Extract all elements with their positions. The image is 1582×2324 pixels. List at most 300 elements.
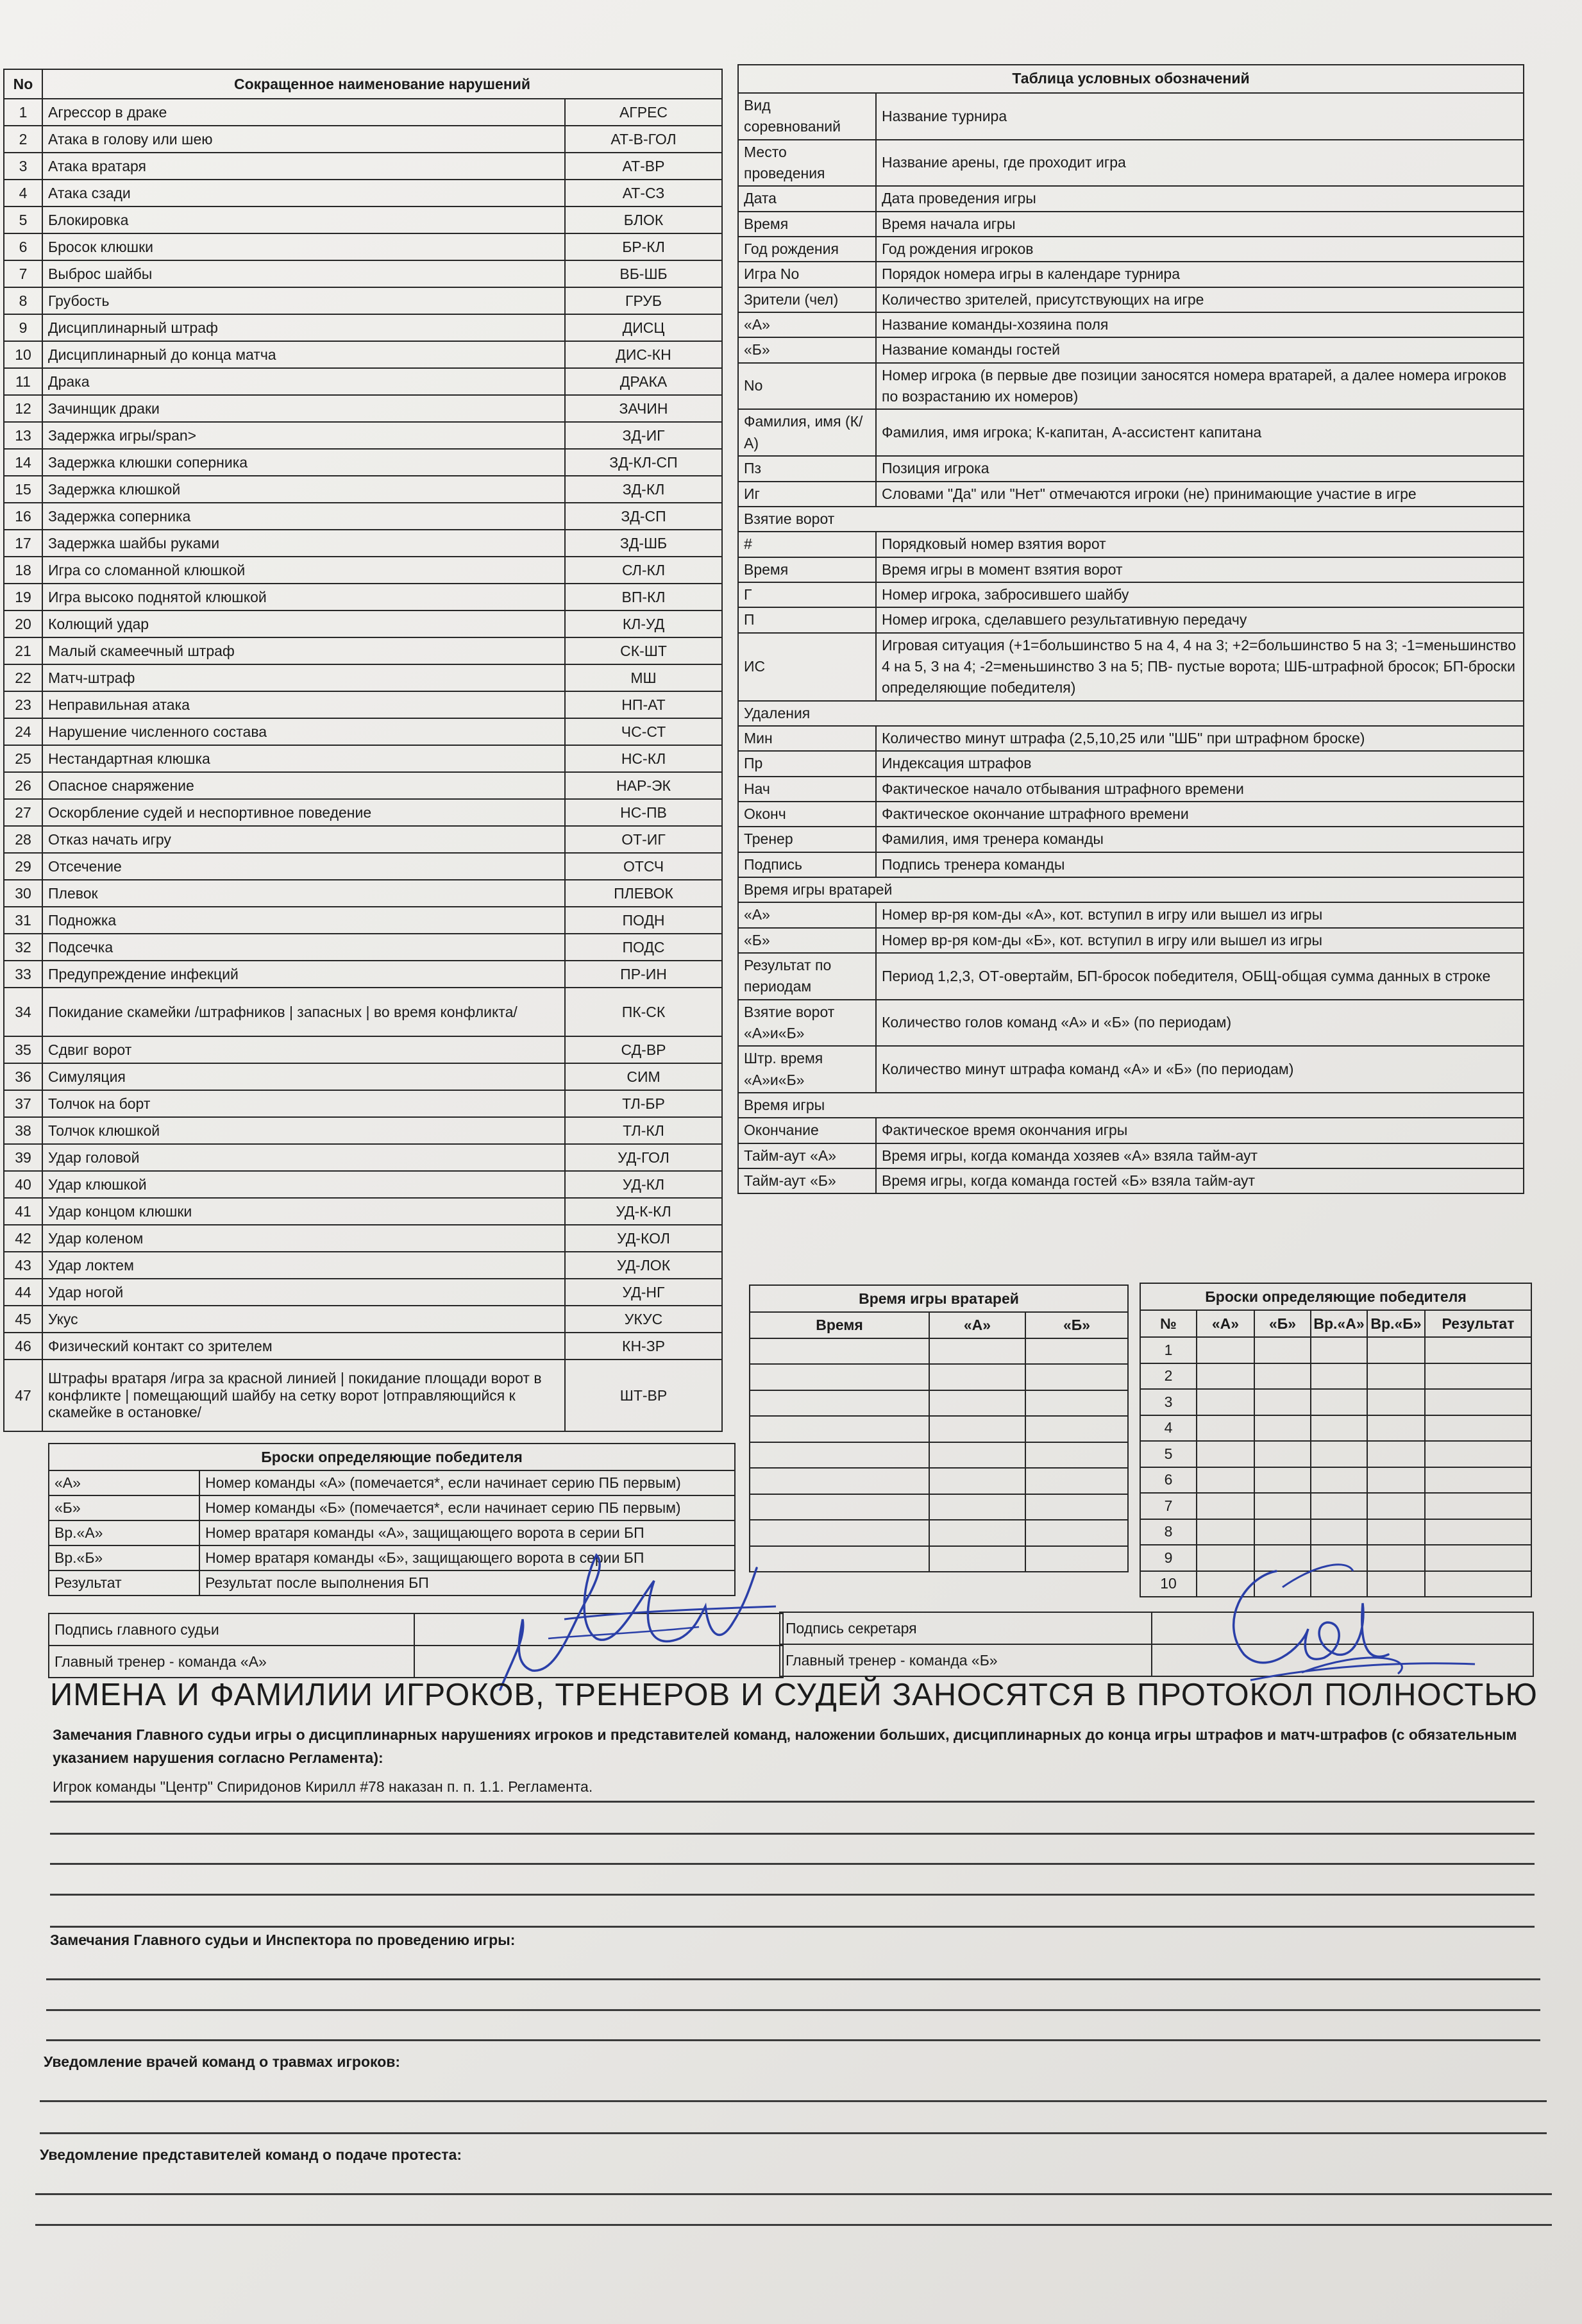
shootout-row — [1140, 1337, 1531, 1363]
violation-row — [4, 1117, 722, 1144]
violation-code: ДИСЦ — [565, 314, 722, 341]
violation-code: ЧС-СТ — [565, 718, 722, 745]
shootout-cell[interactable] — [1197, 1467, 1254, 1494]
shootout-cell[interactable] — [1367, 1415, 1425, 1442]
goalie-time-cell[interactable] — [1025, 1338, 1128, 1365]
head-referee-signature-label: Подпись главного судьи — [49, 1613, 414, 1646]
violation-row — [4, 422, 722, 449]
goalie-time-cell[interactable] — [929, 1364, 1025, 1390]
goalie-time-cell[interactable] — [929, 1390, 1025, 1417]
legend-row — [738, 557, 1524, 582]
violation-row — [4, 853, 722, 880]
shootout-legend-key: Вр.«А» — [49, 1520, 199, 1545]
violation-row — [4, 1252, 722, 1279]
violation-number: 25 — [4, 745, 42, 772]
violation-name: Подсечка — [42, 934, 565, 961]
legend-value: Порядковый номер взятия ворот — [876, 532, 1524, 557]
shootout-row — [1140, 1519, 1531, 1545]
shootout-number: 2 — [1140, 1363, 1197, 1390]
notice-word: И — [176, 1678, 200, 1712]
violation-row — [4, 961, 722, 988]
violation-number: 13 — [4, 422, 42, 449]
violation-code: ПОДС — [565, 934, 722, 961]
goalie-time-cell[interactable] — [1025, 1494, 1128, 1520]
violation-name: Зачинщик драки — [42, 395, 565, 422]
legend-key: # — [738, 532, 876, 557]
violation-code: ШТ-ВР — [565, 1360, 722, 1431]
violation-row — [4, 1144, 722, 1171]
violation-number: 11 — [4, 368, 42, 395]
violation-code: СИМ — [565, 1063, 722, 1090]
rule-line — [50, 1894, 1535, 1896]
legend-row — [738, 902, 1524, 927]
violation-name: Задержка игры/span> — [42, 422, 565, 449]
shootout-cell[interactable] — [1197, 1493, 1254, 1519]
goalie-time-row — [750, 1338, 1128, 1365]
goalie-time-row — [750, 1390, 1128, 1417]
legend-key: «Б» — [738, 928, 876, 953]
violation-name: Удар головой — [42, 1144, 565, 1171]
legend-key: Дата — [738, 186, 876, 211]
legend-value: Количество голов команд «А» и «Б» (по периодам) — [876, 1000, 1524, 1047]
goalie-time-cell[interactable] — [1025, 1416, 1128, 1442]
violation-number: 20 — [4, 610, 42, 637]
violation-row — [4, 287, 722, 314]
goalie-time-col-header: «Б» — [1025, 1312, 1128, 1338]
shootout-number: 1 — [1140, 1337, 1197, 1363]
violation-number: 37 — [4, 1090, 42, 1117]
violation-number: 21 — [4, 637, 42, 664]
legend-row — [738, 507, 1524, 532]
legend-key: Год рождения — [738, 237, 876, 262]
shootout-cell[interactable] — [1311, 1493, 1367, 1519]
violation-code: ГРУБ — [565, 287, 722, 314]
violation-name: Плевок — [42, 880, 565, 907]
goalie-time-cell[interactable] — [1025, 1442, 1128, 1469]
shootout-number: 9 — [1140, 1545, 1197, 1571]
violation-name: Укус — [42, 1306, 565, 1333]
legend-value: Номер вр-ря ком-ды «Б», кот. вступил в игру или вышел из игры — [876, 928, 1524, 953]
legend-row — [738, 1093, 1524, 1118]
legend-row — [738, 287, 1524, 312]
goalie-time-cell[interactable] — [750, 1416, 929, 1442]
violation-row — [4, 206, 722, 233]
notice-word: ПОЛНОСТЬЮ — [1324, 1678, 1538, 1712]
shootout-row — [1140, 1389, 1531, 1415]
legend-key: Время — [738, 557, 876, 582]
violation-number: 16 — [4, 503, 42, 530]
violation-row — [4, 476, 722, 503]
violation-code: ТЛ-КЛ — [565, 1117, 722, 1144]
goalie-time-row — [750, 1494, 1128, 1520]
violation-row — [4, 1063, 722, 1090]
violation-number: 10 — [4, 341, 42, 368]
rule-line — [46, 2039, 1540, 2041]
violation-code: НП-АТ — [565, 691, 722, 718]
legend-key: Фамилия, имя (К/А) — [738, 409, 876, 456]
violation-row — [4, 1198, 722, 1225]
violation-number: 14 — [4, 449, 42, 476]
violation-number: 23 — [4, 691, 42, 718]
shootout-row — [1140, 1467, 1531, 1494]
violation-code: УД-КОЛ — [565, 1225, 722, 1252]
violation-code: УД-ГОЛ — [565, 1144, 722, 1171]
violation-number: 9 — [4, 314, 42, 341]
violation-code: АГРЕС — [565, 99, 722, 126]
shootout-cell[interactable] — [1254, 1389, 1311, 1415]
secretary-signature — [1206, 1552, 1481, 1693]
legend-row — [738, 1168, 1524, 1193]
violation-name: Матч-штраф — [42, 664, 565, 691]
shootout-cell[interactable] — [1254, 1441, 1311, 1467]
violation-name: Игра высоко поднятой клюшкой — [42, 584, 565, 610]
goalie-time-cell[interactable] — [929, 1442, 1025, 1469]
legend-key: Нач — [738, 777, 876, 802]
violation-name: Дисциплинарный штраф — [42, 314, 565, 341]
violation-name: Колющий удар — [42, 610, 565, 637]
violation-name: Покидание скамейки /штрафников | запасных | во время конфликта/ — [42, 988, 565, 1036]
violation-name: Задержка шайбы руками — [42, 530, 565, 557]
shootout-cell[interactable] — [1367, 1467, 1425, 1494]
shootout-cell[interactable] — [1425, 1415, 1531, 1442]
violation-code: ВБ-ШБ — [565, 260, 722, 287]
violation-code: ОТ-ИГ — [565, 826, 722, 853]
legend-row — [738, 726, 1524, 751]
rule-line — [50, 1863, 1535, 1865]
violation-name: Толчок клюшкой — [42, 1117, 565, 1144]
violation-number: 26 — [4, 772, 42, 799]
goalie-time-cell[interactable] — [1025, 1390, 1128, 1417]
shootout-cell[interactable] — [1367, 1493, 1425, 1519]
legend-row — [738, 953, 1524, 1000]
violation-row — [4, 880, 722, 907]
legend-value: Фактическое время окончания игры — [876, 1118, 1524, 1143]
violation-number: 28 — [4, 826, 42, 853]
legend-key: Мин — [738, 726, 876, 751]
shootout-cell[interactable] — [1311, 1363, 1367, 1390]
legend-value: Дата проведения игры — [876, 186, 1524, 211]
legend-row — [738, 802, 1524, 827]
shootout-number: 7 — [1140, 1493, 1197, 1519]
goalie-time-cell[interactable] — [1025, 1520, 1128, 1546]
legend-table — [737, 64, 1524, 1194]
legend-value: Номер игрока, забросившего шайбу — [876, 582, 1524, 607]
shootout-cell[interactable] — [1425, 1441, 1531, 1467]
shootout-cell[interactable] — [1311, 1337, 1367, 1363]
violation-number: 18 — [4, 557, 42, 584]
violation-name: Задержка клюшкой — [42, 476, 565, 503]
conduct-remarks-title: Замечания Главного судьи и Инспектора по проведению игры: — [50, 1932, 516, 1948]
violation-code: ПОДН — [565, 907, 722, 934]
legend-value: Фамилия, имя тренера команды — [876, 827, 1524, 852]
legend-value: Индексация штрафов — [876, 751, 1524, 776]
legend-row — [738, 237, 1524, 262]
legend-key: Зрители (чел) — [738, 287, 876, 312]
legend-key: Вид соревнований — [738, 93, 876, 140]
legend-key: Тайм-аут «Б» — [738, 1168, 876, 1193]
shootout-cell[interactable] — [1367, 1389, 1425, 1415]
violation-row — [4, 449, 722, 476]
violation-code: ЗД-ШБ — [565, 530, 722, 557]
legend-key: Время — [738, 212, 876, 237]
shootout-row — [1140, 1415, 1531, 1442]
violation-code: ПК-СК — [565, 988, 722, 1036]
violation-name: Симуляция — [42, 1063, 565, 1090]
rule-line — [40, 2100, 1547, 2102]
violation-name: Блокировка — [42, 206, 565, 233]
shootout-cell[interactable] — [1197, 1441, 1254, 1467]
goalie-time-cell[interactable] — [929, 1520, 1025, 1546]
violation-number: 44 — [4, 1279, 42, 1306]
violation-code: ВП-КЛ — [565, 584, 722, 610]
shootout-cell[interactable] — [1311, 1467, 1367, 1494]
shootout-cell[interactable] — [1425, 1467, 1531, 1494]
violation-code: СД-ВР — [565, 1036, 722, 1063]
violation-row — [4, 260, 722, 287]
shootout-col-header: № — [1140, 1310, 1197, 1337]
legend-value: Фамилия, имя игрока; К-капитан, А-ассистент капитана — [876, 409, 1524, 456]
legend-value: Название турнира — [876, 93, 1524, 140]
legend-value: Игровая ситуация (+1=большинство 5 на 4, 4 на 3; +2=большинство 5 на 3; -1=меньшинство 4 на 5, 3 на 4; -2=меньшинство 3 на 5; ПВ- пустые ворота; ШБ-штрафной бросок; БП-броски определяющие победителя) — [876, 633, 1524, 701]
shootout-cell[interactable] — [1197, 1337, 1254, 1363]
legend-value: Количество минут штрафа (2,5,10,25 или "ШБ" при штрафном броске) — [876, 726, 1524, 751]
shootout-cell[interactable] — [1254, 1467, 1311, 1494]
violation-number: 40 — [4, 1171, 42, 1198]
rule-line — [50, 1801, 1535, 1803]
violations-table — [3, 69, 723, 1432]
legend-value: Номер игрока (в первые две позиции заносятся номера вратарей, а далее номера игроков по возрастанию их номеров) — [876, 363, 1524, 410]
goalie-time-cell[interactable] — [929, 1546, 1025, 1572]
legend-key: Пз — [738, 456, 876, 481]
shootout-row — [1140, 1441, 1531, 1467]
violation-code: СК-ШТ — [565, 637, 722, 664]
rule-line — [50, 1926, 1535, 1928]
violation-name: Задержка клюшки соперника — [42, 449, 565, 476]
violation-name: Атака вратаря — [42, 153, 565, 180]
legend-key: Тренер — [738, 827, 876, 852]
violation-number: 38 — [4, 1117, 42, 1144]
legend-row — [738, 212, 1524, 237]
violation-row — [4, 745, 722, 772]
goalie-time-cell[interactable] — [929, 1468, 1025, 1494]
violation-code: КЛ-УД — [565, 610, 722, 637]
violation-code: АТ-В-ГОЛ — [565, 126, 722, 153]
goalie-time-cell[interactable] — [750, 1494, 929, 1520]
violation-name: Выброс шайбы — [42, 260, 565, 287]
notice-word: ИМЕНА — [50, 1678, 167, 1712]
violation-row — [4, 799, 722, 826]
violation-code: НС-ПВ — [565, 799, 722, 826]
violation-row — [4, 153, 722, 180]
violation-number: 29 — [4, 853, 42, 880]
shootout-cell[interactable] — [1197, 1389, 1254, 1415]
legend-row — [738, 827, 1524, 852]
notice-word: ЗАНОСЯТСЯ — [892, 1678, 1095, 1712]
shootout-cell[interactable] — [1425, 1363, 1531, 1390]
legend-row — [738, 751, 1524, 776]
shootout-cell[interactable] — [1197, 1415, 1254, 1442]
violation-name: Удар коленом — [42, 1225, 565, 1252]
shootout-col-header: «Б» — [1254, 1310, 1311, 1337]
violation-number: 4 — [4, 180, 42, 206]
shootout-cell[interactable] — [1367, 1441, 1425, 1467]
shootout-cell[interactable] — [1311, 1441, 1367, 1467]
violation-number: 47 — [4, 1360, 42, 1431]
notice-word: ТРЕНЕРОВ — [555, 1678, 731, 1712]
shootout-row — [1140, 1363, 1531, 1390]
violation-code: ЗД-СП — [565, 503, 722, 530]
shootout-cell[interactable] — [1197, 1363, 1254, 1390]
legend-key: Тайм-аут «А» — [738, 1143, 876, 1168]
notice-word: ИГРОКОВ, — [383, 1678, 545, 1712]
legend-key: «Б» — [738, 337, 876, 362]
legend-value: Название команды-хозяина поля — [876, 312, 1524, 337]
goalie-time-cell[interactable] — [1025, 1364, 1128, 1390]
goalie-time-cell[interactable] — [929, 1338, 1025, 1365]
shootout-cell[interactable] — [1254, 1493, 1311, 1519]
legend-title: Таблица условных обозначений — [738, 65, 1524, 93]
violation-code: КН-ЗР — [565, 1333, 722, 1360]
violation-number: 12 — [4, 395, 42, 422]
shootout-col-header: Вр.«А» — [1311, 1310, 1367, 1337]
violation-code: УД-НГ — [565, 1279, 722, 1306]
violation-name: Атака сзади — [42, 180, 565, 206]
disciplinary-remarks-text[interactable]: Игрок команды "Центр" Спиридонов Кирилл #78 наказан п. п. 1.1. Регламента. — [53, 1778, 593, 1795]
shootout-col-header: Вр.«Б» — [1367, 1310, 1425, 1337]
violation-row — [4, 1360, 722, 1431]
legend-key: Иг — [738, 482, 876, 507]
legend-row — [738, 409, 1524, 456]
shootout-number: 5 — [1140, 1441, 1197, 1467]
goalie-time-cell[interactable] — [750, 1364, 929, 1390]
legend-key: «А» — [738, 312, 876, 337]
violation-row — [4, 1090, 722, 1117]
violation-number: 6 — [4, 233, 42, 260]
shootout-cell[interactable] — [1367, 1519, 1425, 1545]
violation-name: Атака в голову или шею — [42, 126, 565, 153]
legend-row — [738, 928, 1524, 953]
legend-section: Взятие ворот — [738, 507, 1524, 532]
shootout-legend-key: «А» — [49, 1470, 199, 1495]
goalie-time-cell[interactable] — [929, 1416, 1025, 1442]
legend-key: ИС — [738, 633, 876, 701]
secretary-signature-label: Подпись секретаря — [780, 1612, 1152, 1644]
legend-value: Время игры, когда команда гостей «Б» взяла тайм-аут — [876, 1168, 1524, 1193]
violation-code: БР-КЛ — [565, 233, 722, 260]
shootout-cell[interactable] — [1425, 1389, 1531, 1415]
violation-name: Малый скамеечный штраф — [42, 637, 565, 664]
shootout-number: 8 — [1140, 1519, 1197, 1545]
legend-key: Результат по периодам — [738, 953, 876, 1000]
shootout-cell[interactable] — [1311, 1389, 1367, 1415]
legend-value: Подпись тренера команды — [876, 852, 1524, 877]
goalie-time-row — [750, 1442, 1128, 1469]
legend-row — [738, 312, 1524, 337]
legend-value: Порядок номера игры в календаре турнира — [876, 262, 1524, 287]
violation-code: АТ-СЗ — [565, 180, 722, 206]
legend-section: Удаления — [738, 701, 1524, 726]
notice-word: ФАМИЛИИ — [210, 1678, 374, 1712]
violation-number: 8 — [4, 287, 42, 314]
shootout-cell[interactable] — [1425, 1337, 1531, 1363]
shootout-cell[interactable] — [1254, 1337, 1311, 1363]
shootout-row — [1140, 1493, 1531, 1519]
goalie-time-row — [750, 1416, 1128, 1442]
rule-line — [35, 2193, 1552, 2195]
shootout-cell[interactable] — [1425, 1519, 1531, 1545]
goalie-time-cell[interactable] — [1025, 1468, 1128, 1494]
shootout-cell[interactable] — [1425, 1493, 1531, 1519]
notice-word: В — [1105, 1678, 1127, 1712]
shootout-cell[interactable] — [1254, 1519, 1311, 1545]
shootout-number: 4 — [1140, 1415, 1197, 1442]
legend-value: Название арены, где проходит игра — [876, 140, 1524, 187]
shootout-cell[interactable] — [1367, 1337, 1425, 1363]
violation-code: ПЛЕВОК — [565, 880, 722, 907]
shootout-cell[interactable] — [1254, 1415, 1311, 1442]
shootout-col-header: «А» — [1197, 1310, 1254, 1337]
violation-row — [4, 395, 722, 422]
legend-key: Игра No — [738, 262, 876, 287]
legend-row — [738, 582, 1524, 607]
violation-name: Подножка — [42, 907, 565, 934]
violation-number: 32 — [4, 934, 42, 961]
violation-row — [4, 126, 722, 153]
shootout-cell[interactable] — [1311, 1519, 1367, 1545]
violation-row — [4, 503, 722, 530]
violation-number: 45 — [4, 1306, 42, 1333]
violation-code: УКУС — [565, 1306, 722, 1333]
shootout-cell[interactable] — [1367, 1363, 1425, 1390]
notice-word: И — [740, 1678, 764, 1712]
legend-value: Фактическое начало отбывания штрафного времени — [876, 777, 1524, 802]
violation-row — [4, 341, 722, 368]
legend-key: Г — [738, 582, 876, 607]
goalie-time-cell[interactable] — [750, 1338, 929, 1365]
goalie-time-cell[interactable] — [929, 1494, 1025, 1520]
shootout-cell[interactable] — [1254, 1363, 1311, 1390]
shootout-legend-key: «Б» — [49, 1495, 199, 1520]
legend-value: Время начала игры — [876, 212, 1524, 237]
goalie-time-cell[interactable] — [1025, 1546, 1128, 1572]
legend-value: Словами "Да" или "Нет" отмечаются игроки (не) принимающие участие в игре — [876, 482, 1524, 507]
violation-row — [4, 826, 722, 853]
violation-number: 15 — [4, 476, 42, 503]
legend-value: Номер игрока, сделавшего результативную передачу — [876, 607, 1524, 632]
violation-code: ТЛ-БР — [565, 1090, 722, 1117]
legend-section: Время игры вратарей — [738, 877, 1524, 902]
goalie-time-cell[interactable] — [750, 1390, 929, 1417]
goalie-time-cell[interactable] — [750, 1442, 929, 1469]
legend-row — [738, 633, 1524, 701]
legend-row — [738, 607, 1524, 632]
violation-row — [4, 664, 722, 691]
violation-code: ДРАКА — [565, 368, 722, 395]
goalie-time-cell[interactable] — [750, 1468, 929, 1494]
violation-row — [4, 233, 722, 260]
violation-number: 5 — [4, 206, 42, 233]
violations-no-header: No — [4, 69, 42, 99]
shootout-title: Броски определяющие победителя — [1140, 1283, 1531, 1310]
shootout-cell[interactable] — [1311, 1415, 1367, 1442]
legend-row — [738, 456, 1524, 481]
rule-line — [40, 2132, 1547, 2134]
legend-row — [738, 532, 1524, 557]
shootout-cell[interactable] — [1197, 1519, 1254, 1545]
referee-signature — [487, 1542, 789, 1696]
legend-row — [738, 262, 1524, 287]
violation-number: 36 — [4, 1063, 42, 1090]
